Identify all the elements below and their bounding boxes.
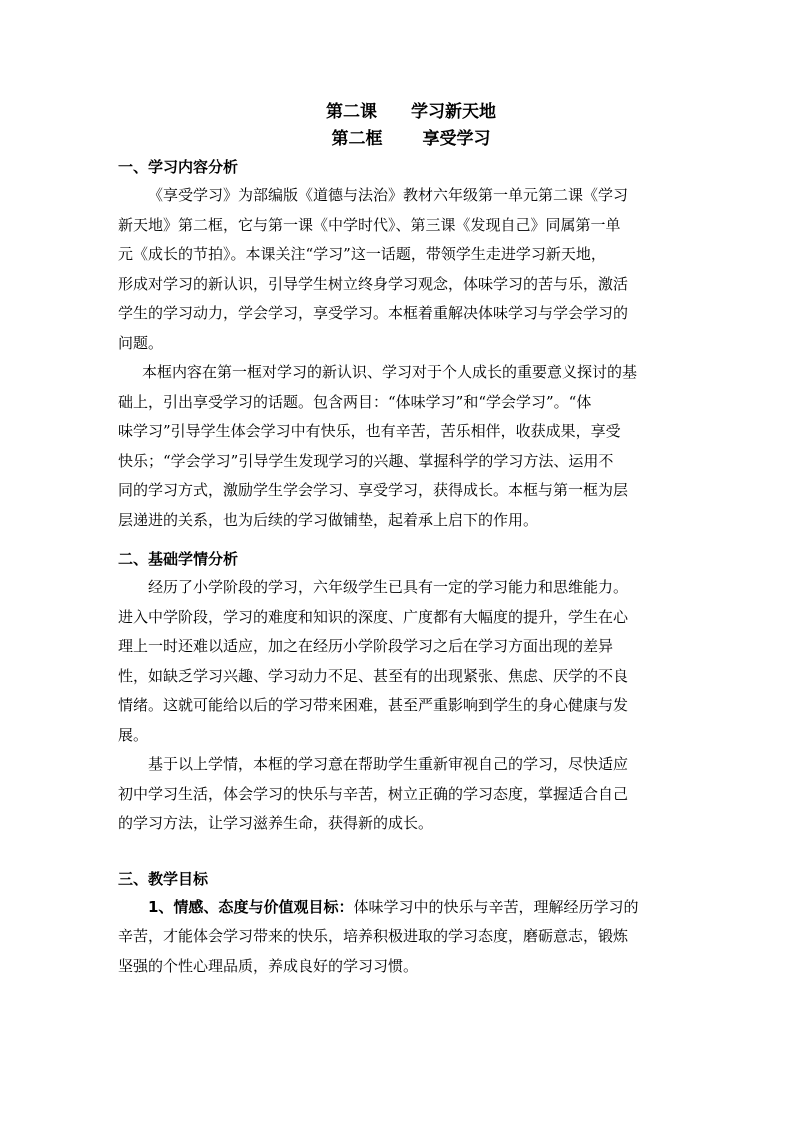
- text-line: 本框内容在第一框对学习的新认识、学习对于个人成长的重要意义探讨的基: [142, 363, 638, 381]
- text-line: 情绪。这就可能给以后的学习带来困难，甚至严重影响到学生的身心健康与发: [118, 696, 629, 714]
- learner-analysis-paragraph-1: [118, 573, 678, 750]
- text-line: 学生的学习动力，学会学习，享受学习。本框着重解决体味学习与学会学习的: [118, 304, 629, 322]
- text-line: 快乐；“学会学习”引导学生发现学习的兴趣、掌握科学的学习方法、运用不: [118, 451, 614, 470]
- content-analysis-paragraph-1: [118, 181, 678, 358]
- learner-analysis-paragraph-2: [118, 750, 678, 839]
- text-line: 经历了小学阶段的学习，六年级学生已具有一定的学习能力和思维能力。: [148, 578, 629, 596]
- lesson-title: 第二课 学习新天地: [326, 102, 496, 122]
- text-line: 础上，引出享受学习的话题。包含两目：“体味学习”和“学会学习”。“体: [118, 392, 592, 411]
- text-line: 《享受学习》为部编版《道德与法治》教材六年级第一单元第二课《学习: [148, 186, 629, 204]
- text-line: 味学习”引导学生体会学习中有快乐，也有辛苦，苦乐相伴，收获成果，享受: [118, 422, 621, 440]
- text-line: 同的学习方式，激励学生学会学习、享受学习，获得成长。本框与第一框为层: [118, 481, 629, 499]
- text-line: 性，如缺乏学习兴趣、学习动力不足、甚至有的出现紧张、焦虑、厌学的不良: [118, 666, 629, 685]
- text-line: 基于以上学情，本框的学习意在帮助学生重新审视自己的学习，尽快适应: [148, 755, 629, 773]
- goal-label: 1、情感、态度与价值观目标：: [148, 897, 354, 916]
- text-line: 展。: [118, 725, 149, 744]
- section-heading-content-analysis: 一、学习内容分析: [118, 158, 239, 176]
- text-line: 问题。: [118, 333, 164, 352]
- text-line: 元《成长的节拍》。本课关注“学习”这一话题，带领学生走进学习新天地，: [118, 245, 606, 263]
- document-page: [118, 92, 678, 981]
- content-analysis-paragraph-2: [118, 358, 678, 535]
- text-line: 坚强的个性心理品质，养成良好的学习习惯。: [118, 956, 419, 975]
- text-line: 辛苦，才能体会学习带来的快乐，培养积极进取的学习态度，磨砺意志，锻炼: [118, 927, 629, 945]
- goal-text: 体味学习中的快乐与辛苦，理解经历学习的: [353, 897, 639, 916]
- teaching-goal-1: [118, 893, 678, 982]
- text-line: 新天地》第二框，它与第一课《中学时代》、第三课《发现自己》同属第一单: [118, 215, 621, 234]
- section-heading-learner-analysis: 二、基础学情分析: [118, 550, 239, 568]
- text-line: 形成对学习的新认识，引导学生树立终身学习观念，体味学习的苦与乐，激活: [118, 274, 629, 293]
- text-line: [118, 893, 678, 923]
- text-line: 层递进的关系，也为后续的学习做铺垫，起着承上启下的作用。: [118, 510, 539, 529]
- section-heading-teaching-goals: 三、教学目标: [118, 869, 209, 888]
- section-title: 第二框 享受学习: [331, 129, 491, 149]
- text-line: 的学习方法，让学习滋养生命，获得新的成长。: [118, 814, 434, 832]
- text-line: 理上一时还难以适应，加之在经历小学阶段学习之后在学习方面出现的差异: [118, 637, 614, 655]
- text-line: 初中学习生活，体会学习的快乐与辛苦，树立正确的学习态度，掌握适合自己: [118, 784, 629, 803]
- text-line: 进入中学阶段，学习的难度和知识的深度、广度都有大幅度的提升，学生在心: [118, 607, 629, 626]
